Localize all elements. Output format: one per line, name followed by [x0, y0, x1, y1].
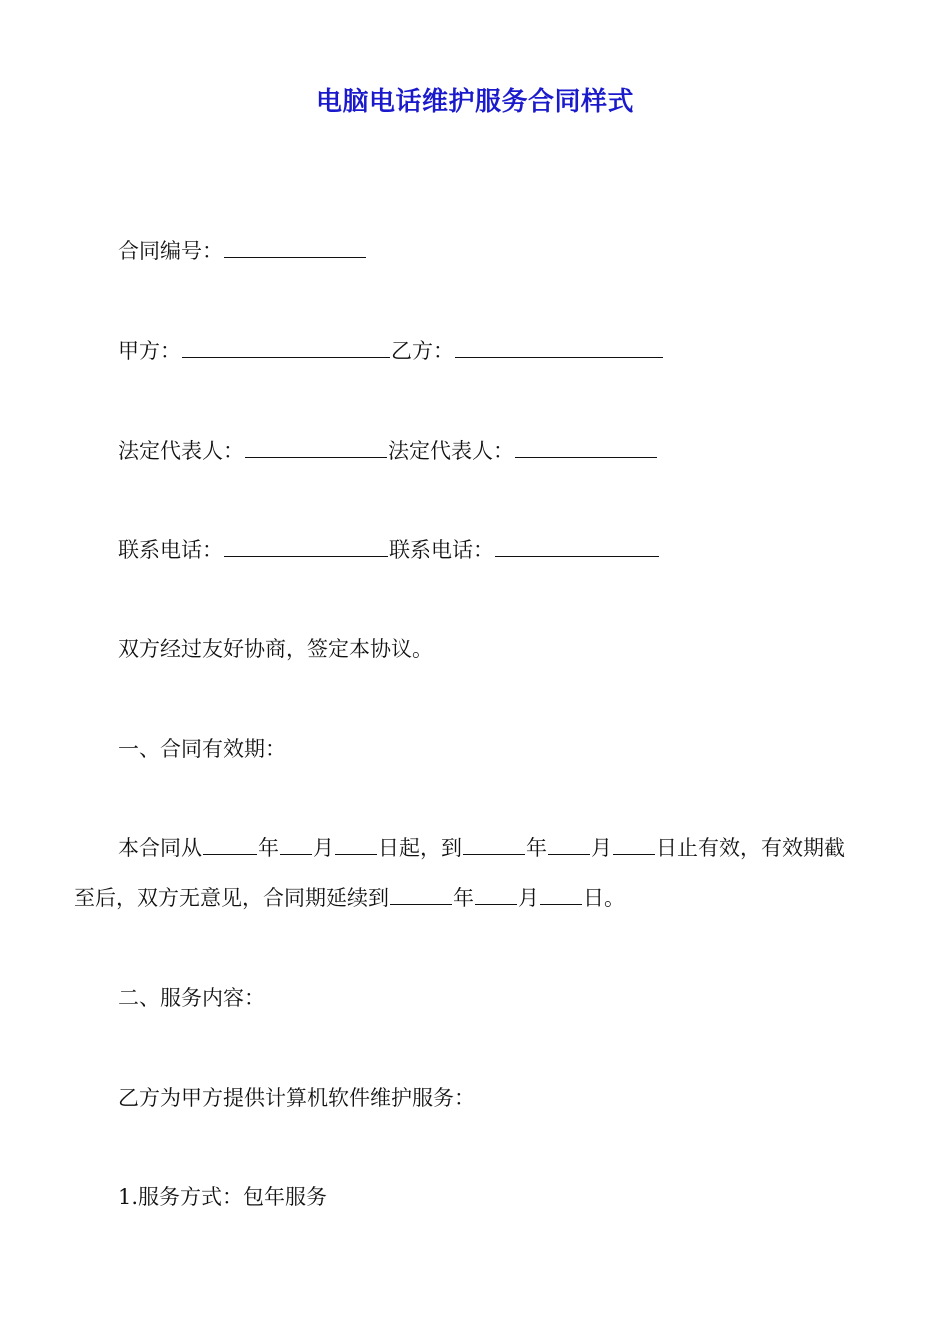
parties-line — [118, 336, 664, 366]
intro-text: 双方经过友好协商，签定本协议。 — [118, 637, 433, 661]
term-text-month-2: 月 — [591, 836, 612, 860]
service-intro: 乙方为甲方提供计算机软件维护服务： — [118, 1086, 475, 1110]
phone-b-blank[interactable] — [495, 536, 659, 557]
contract-number-label: 合同编号： — [118, 239, 223, 263]
party-a-label: 甲方： — [118, 339, 181, 363]
term-line-2 — [74, 873, 882, 923]
phone-a-label: 联系电话： — [118, 538, 223, 562]
party-b-blank[interactable] — [455, 337, 663, 358]
extend-month-blank[interactable] — [475, 884, 517, 905]
phone-line — [118, 535, 660, 565]
term-line-1 — [74, 823, 882, 873]
term-text-month-3: 月 — [518, 886, 539, 910]
start-day-blank[interactable] — [335, 834, 377, 855]
term-paragraph — [74, 823, 882, 923]
legal-rep-a-label: 法定代表人： — [118, 439, 244, 463]
phone-b-label: 联系电话： — [389, 538, 494, 562]
term-text-valid: 日止有效，有效期截 — [656, 836, 845, 860]
phone-a-blank[interactable] — [224, 536, 388, 557]
contract-number-line — [118, 236, 367, 266]
document-title: 电脑电话维护服务合同样式 — [315, 87, 634, 117]
end-year-blank[interactable] — [463, 834, 525, 855]
section1-heading: 一、合同有效期： — [118, 737, 286, 761]
term-text-extend: 至后，双方无意见，合同期延续到 — [74, 886, 389, 910]
term-text-from: 本合同从 — [118, 836, 202, 860]
start-month-blank[interactable] — [280, 834, 312, 855]
party-a-blank[interactable] — [182, 337, 390, 358]
extend-year-blank[interactable] — [390, 884, 452, 905]
section2-heading: 二、服务内容： — [118, 986, 265, 1010]
term-text-year-2: 年 — [526, 836, 547, 860]
term-text-day-end: 日。 — [583, 886, 625, 910]
service-item-1: 1.服务方式：包年服务 — [118, 1185, 328, 1209]
legal-rep-a-blank[interactable] — [245, 437, 387, 458]
term-text-month: 月 — [313, 836, 334, 860]
end-month-blank[interactable] — [548, 834, 590, 855]
end-day-blank[interactable] — [613, 834, 655, 855]
party-b-label: 乙方： — [391, 339, 454, 363]
legal-rep-b-label: 法定代表人： — [388, 439, 514, 463]
contract-number-blank[interactable] — [224, 237, 366, 258]
term-text-year-3: 年 — [453, 886, 474, 910]
start-year-blank[interactable] — [203, 834, 257, 855]
extend-day-blank[interactable] — [540, 884, 582, 905]
legal-rep-line — [118, 436, 658, 466]
term-text-to: 日起，到 — [378, 836, 462, 860]
term-text-year: 年 — [258, 836, 279, 860]
legal-rep-b-blank[interactable] — [515, 437, 657, 458]
